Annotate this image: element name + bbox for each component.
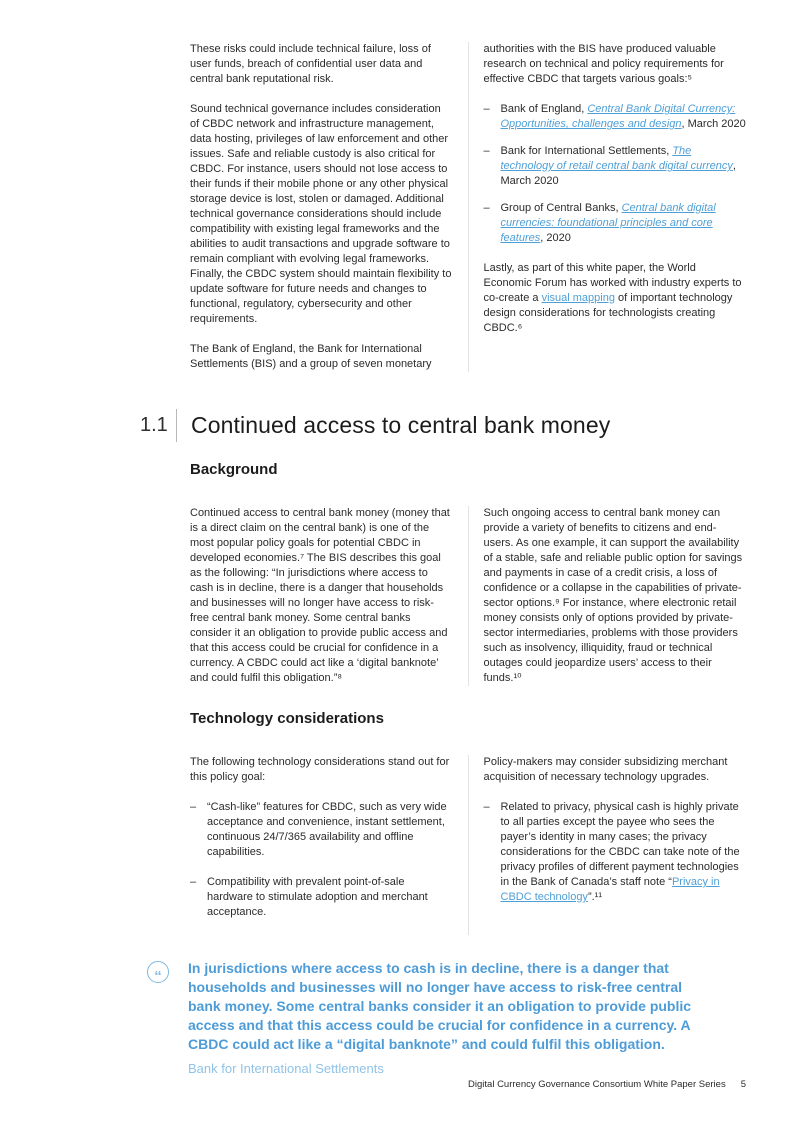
quote-text: In jurisdictions where access to cash is in decline, there is a danger that households and businesses will no longer have access to risk-free central bank money. Some central banks consider it an obligation to provide public access and that this access could be crucial for confidence in a currency. A CBDC could act like a “digital banknote” and could fulfil this obligation. — [188, 960, 692, 1052]
privacy-cbdc-technology-link[interactable]: Privacy in CBDC technology — [500, 876, 720, 903]
technology-item — [484, 800, 747, 905]
reference-text: Bank of England, — [500, 103, 588, 115]
reference-item — [484, 102, 747, 132]
intro-left-column — [190, 42, 468, 372]
background-columns — [190, 506, 746, 686]
paragraph: The following technology considerations stand out for this policy goal: — [190, 756, 450, 783]
reference-text: , March 2020 — [500, 160, 736, 187]
reference-text: Bank for International Settlements, — [500, 145, 673, 157]
reference-text: Group of Central Banks, — [500, 202, 622, 214]
section-heading — [140, 412, 746, 439]
reference-item — [484, 201, 747, 246]
reference-link-boe[interactable]: Central Bank Digital Currency: Opportunities, challenges and design — [500, 103, 736, 130]
page-footer — [468, 1079, 746, 1090]
quote-attribution: Bank for International Settlements — [188, 1061, 384, 1076]
technology-list — [190, 800, 453, 920]
visual-mapping-link[interactable]: visual mapping — [541, 292, 615, 304]
paragraph: Continued access to central bank money (money that is a direct claim on the central bank) is one of the most popular policy goals for potential CBDC in developed economies.⁷ The BIS describes this goal as the following: “In jurisdictions where access to cash is in decline, there is a danger that households and businesses will no longer have access to risk-free central bank money. Some central banks consider it an obligation to provide public access and that this access could be crucial for confidence in a currency. A CBDC could act like a ‘digital banknote’ and could fulfil this obligation.”⁸ — [190, 507, 450, 684]
paragraph: The Bank of England, the Bank for International Settlements (BIS) and a group of seven monetary — [190, 343, 432, 370]
background-section — [140, 461, 746, 686]
paragraph: Sound technical governance includes consideration of CBDC network and infrastructure management, data hosting, privileges of law enforcement and other issues. Safe and reliable custody is also critical for CBDC. For instance, users should not lose access to their funds if their mobile phone or any other physical storage device is lost, stolen or damaged. Additional technical governance considerations should include compatibility with existing legal frameworks and the abilities to audit transactions and upgrade software to remain compliant with evolving legal frameworks. Finally, the CBDC system should maintain flexibility to update software for future needs and changes to functional, regulatory, cybersecurity and other requirements. — [190, 103, 452, 325]
paragraph: authorities with the BIS have produced valuable research on technical and policy requirements for effective CBDC that targets various goals:⁵ — [483, 43, 724, 85]
background-right-column — [468, 506, 747, 686]
paragraph-text: ”.¹¹ — [587, 891, 602, 903]
section-number: 1.1 — [140, 414, 168, 436]
technology-right-column — [468, 755, 747, 935]
paragraph-text: Lastly, as part of this white paper, the World Economic Forum has worked with industry experts to co-create a — [483, 262, 742, 304]
pull-quote — [140, 959, 746, 1077]
page-content — [140, 42, 746, 1077]
paragraph: These risks could include technical failure, loss of user funds, breach of confidential user data and central bank reputational risk. — [190, 43, 431, 85]
reference-link-bis[interactable]: The technology of retail central bank digital currency — [500, 145, 733, 172]
technology-item: – “Cash-like” features for CBDC, such as very wide acceptance and convenience, instant settlement, continuous 24/7/365 availability and offline capabilities. — [190, 800, 453, 860]
technology-section — [140, 710, 746, 935]
reference-link-group-of-central-banks[interactable]: Central bank digital currencies: foundational principles and core features — [500, 202, 716, 244]
quote-body — [188, 959, 704, 1077]
paragraph: Policy-makers may consider subsidizing merchant acquisition of necessary technology upgrades. — [483, 756, 728, 783]
technology-columns — [190, 755, 746, 935]
quote-icon: “ — [147, 961, 169, 983]
background-heading: Background — [190, 461, 278, 478]
reference-list — [484, 102, 747, 246]
reference-text: , March 2020 — [681, 118, 746, 130]
section-divider — [176, 409, 177, 442]
paragraph — [484, 261, 747, 336]
background-left-column — [190, 506, 468, 686]
paragraph-text: of important technology design considerations for technologists creating CBDC.⁶ — [483, 292, 733, 334]
technology-item: – Compatibility with prevalent point-of-sale hardware to stimulate adoption and merchant acceptance. — [190, 875, 453, 920]
reference-item — [484, 144, 747, 189]
footer-series-title: Digital Currency Governance Consortium White Paper Series — [468, 1079, 726, 1090]
paragraph-text: Related to privacy, physical cash is highly private to all parties except the payee who sees the payer’s identity in many cases; the privacy considerations for the CBDC can take note of the privacy profiles of different payment technologies in the Bank of Canada’s staff note “ — [500, 801, 740, 888]
intro-section — [140, 42, 746, 372]
section-title: Continued access to central bank money — [191, 412, 611, 438]
technology-list — [484, 800, 747, 905]
paragraph: Such ongoing access to central bank money can provide a variety of benefits to citizens and end-users. As one example, it can support the availability of a stable, safe and reliable public option for savings and payments in case of a credit crisis, a loss of confidence or a collapse in the capabilities of private-sector options.⁹ For instance, where electronic retail money consists only of options provided by private-sector intermediaries, problems with those providers such as insolvency, illiquidity, fraud or technical outages could jeopardize users’ access to their funds.¹⁰ — [483, 507, 743, 684]
intro-right-column — [468, 42, 747, 372]
technology-heading: Technology considerations — [190, 710, 384, 727]
reference-text: , 2020 — [540, 232, 571, 244]
technology-left-column — [190, 755, 468, 935]
page-number: 5 — [740, 1079, 746, 1090]
